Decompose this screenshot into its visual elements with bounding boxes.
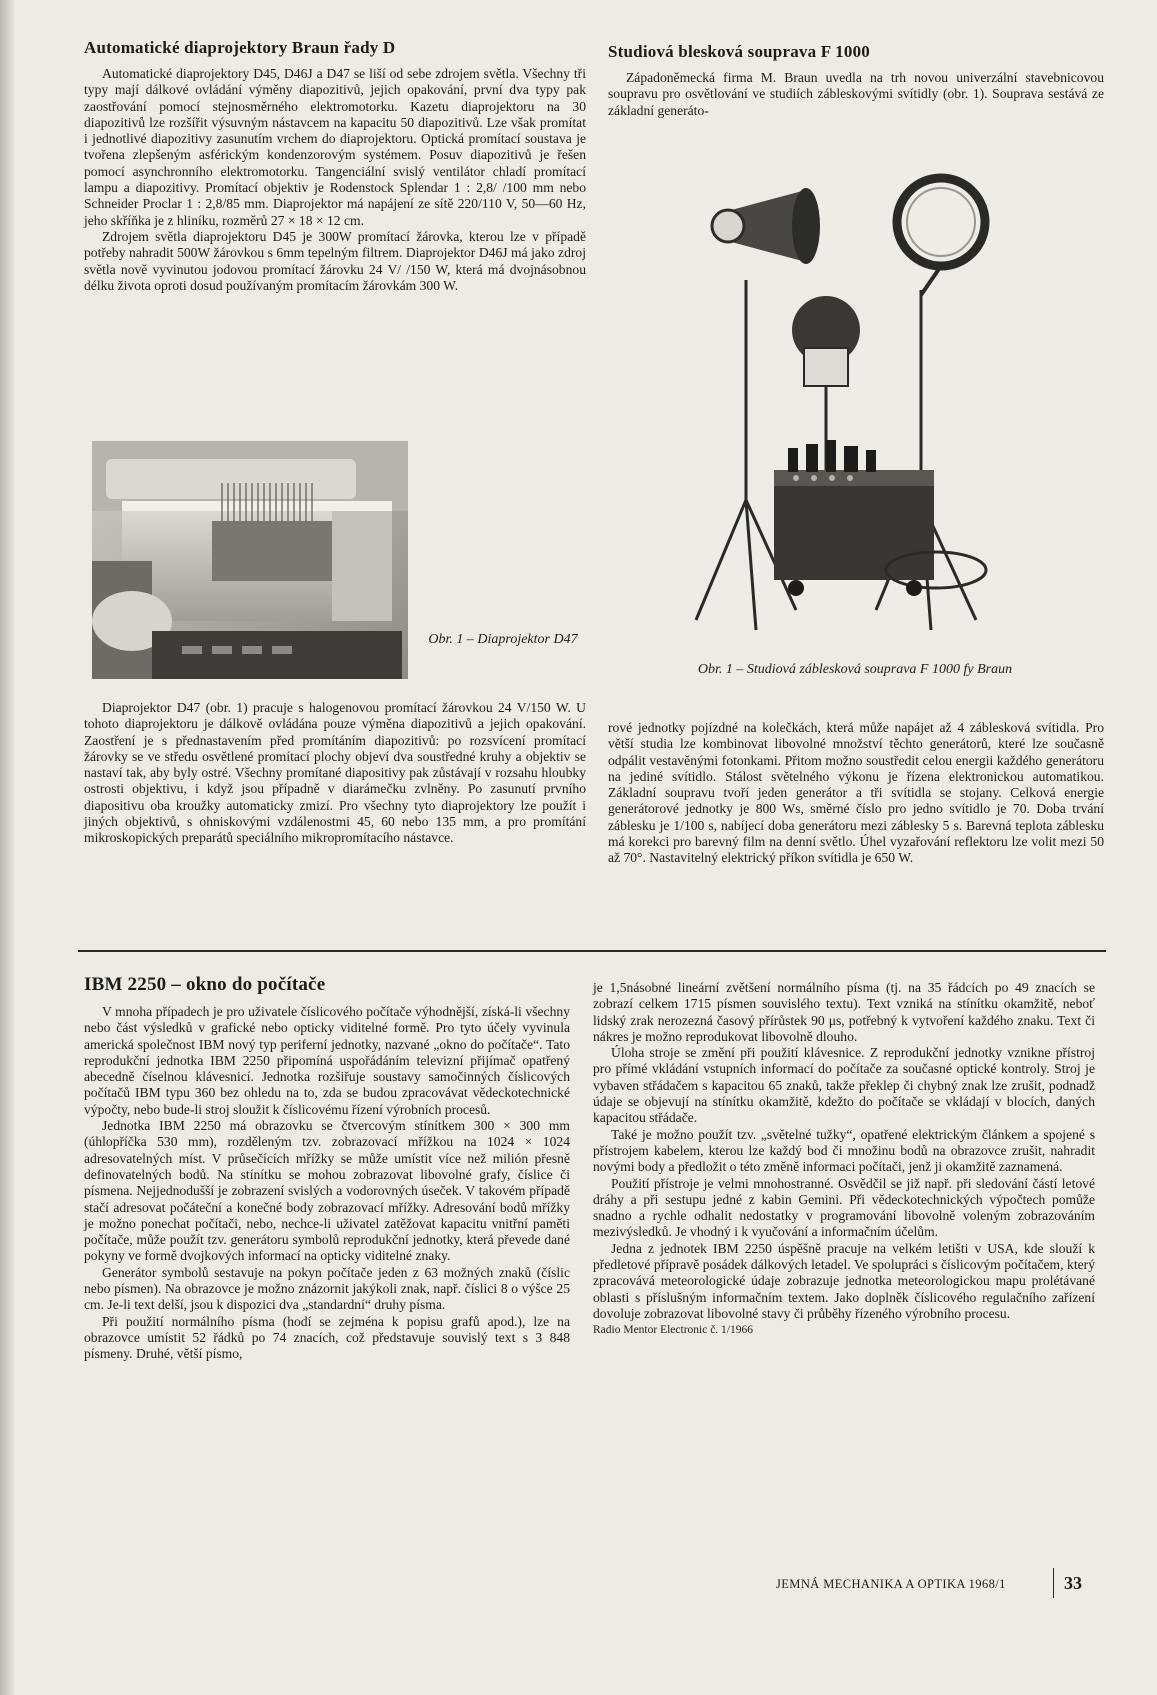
flash-set-photo	[686, 170, 1026, 640]
article-paragraph: Při použití normálního písma (hodí se zejména k popisu grafů apod.), lze na obrazovce umístit 52 řádků po 74 znacích, což představuje souvislý text s 3 848 písmeny. Druhé, větší písmo,	[84, 1313, 570, 1362]
article-paragraph: Úloha stroje se změní při použití klávesnice. Z reprodukční jednotky vznikne přístroj pro přímé vkládání vstupních informací do počítače za současné optické kontroly. Stroj je vybaven střádačem s kapacitou 65 znaků, takže překlep či chybný znak lze zrušit, podnadž údaje se objevují na stínítku okamžitě, kdežto do počítače se vkládají v blocích, daných kapacitou střádače.	[593, 1045, 1095, 1126]
flash-set-image	[686, 170, 1026, 640]
ibm-article-left-column	[84, 974, 570, 1363]
article-paragraph: Také je možno použít tzv. „světelné tužky“, opatřené elektrickým článkem a spojené s přístrojem kabelem, kterou lze každý bod či množinu bodů na obrazovce zrušit, nahradit novými body a předložit o této změně informaci počítači, jenž ji okamžitě zaznamená.	[593, 1126, 1095, 1175]
section-divider	[78, 950, 1106, 952]
braun-projector-article-continued	[84, 700, 586, 847]
projector-image	[92, 441, 408, 679]
article-paragraph: Jedna z jednotek IBM 2250 úspěšně pracuje na velkém letišti v USA, kde slouží k předletové přípravě posádek dálkových letadel. Ve spolupráci s číslicovým počítačem, který zpracovává meteorologické údaje zobrazuje jednotka meteorologickou mapu prolétávané oblasti s příslušným informačním textem. Jako doplněk číslicového regulačního zařízení dovoluje zobrazovat libovolné stavy či průběhy řízeného výrobního procesu.	[593, 1240, 1095, 1321]
article-paragraph: Zdrojem světla diaprojektoru D45 je 300W promítací žárovka, kterou lze v případě potřeby nahradit 500W žárovkou s 6mm tepelným filtrem. Diaprojektor D46J má jako zdroj světla nově vyvinutou jodovou promítací žárovku 24 V/ /150 W, která má dvojnásobnou délku života oproti dosud používaným promítacím žárovkám 300 W.	[84, 228, 586, 293]
source-credit: Radio Mentor Electronic č. 1/1966	[593, 1324, 754, 1337]
footer-divider	[1053, 1568, 1054, 1598]
article-title: Automatické diaprojektory Braun řady D	[84, 38, 396, 57]
projector-caption: Obr. 1 – Diaprojektor D47	[428, 632, 578, 647]
braun-flash-article	[608, 42, 1104, 119]
article-title: IBM 2250 – okno do počítače	[84, 974, 326, 995]
page-number: 33	[1064, 1573, 1082, 1593]
flash-set-caption: Obr. 1 – Studiová záblesková souprava F 1000 fy Braun	[697, 662, 1013, 677]
ibm-article-right-column	[593, 980, 1095, 1336]
braun-flash-article-continued	[608, 720, 1104, 867]
article-paragraph: Použití přístroje je velmi mnohostranné. Osvědčil se již např. při sledování částí letové dráhy a při sestupu jedné z kabin Gemini. Při vědeckotechnických výpočtech pomůže snadno a rychle odhalit nedostatky v programování libovolně voleným zobrazováním mezivýsledků. Je vhodný i k vyučování a informačním účelům.	[593, 1175, 1095, 1240]
article-paragraph: Automatické diaprojektory D45, D46J a D47 se liší od sebe zdrojem světla. Všechny tři typy mají dálkové ovládání výměny diapozitivů, jejich opakování, první dva typy pak zaostřování pomocí stejnosměrného elektromotorku. Kazetu diaprojektoru na 30 diapozitivů lze rozšířit výsuvným nástavcem na kapacitu 50 diapozitivů. Lze však promítat i jednotlivé diapozitivy zasunutím vrchem do diaprojektoru. Optická promítací soustava je tvořena zlepšeným asférickým kondenzorovým systémem. Posuv diapozitivů je řešen pomocí asynchronního elektromotorku. Tangenciální svislý ventilátor chladí promítací lampu a diapozitivy. Promítací objektiv je Rodenstock Splendar 1 : 2,8/ /100 mm nebo Schneider Proclar 1 : 2,8/85 mm. Diaprojektor má napájení ze sítě 220/110 V, 50—60 Hz, jeho skříňka je z hliníku, rozměrů 27 × 18 × 12 cm.	[84, 66, 586, 228]
article-paragraph: Jednotka IBM 2250 má obrazovku se čtvercovým stínítkem 300 × 300 mm (úhlopříčka 530 mm), rozděleným tzv. zobrazovací mřížkou na 1024 × 1024 adresovatelných míst. V průsečících mřížky se může umístit více než milión přesně definovatelných bodů. Na stínítku se mohou zobrazovat libovolné grafy, číslice či písmena. Nejjednodušší je zobrazení svislých a vodorovných úseček. V takovém případě stačí adresovat počáteční a konečné body zobrazovací mřížky. Adresování bodů mřížky je možno ponechat počítači, nebo, nechce-li uživatel zatěžovat kapacitu vnitřní paměti počítače, může použít tzv. generátoru symbolů reprodukční jednotky, která převede dané pokyny ve formě dvojkových informací na opticky viditelné znaky.	[84, 1118, 570, 1264]
article-paragraph: je 1,5násobné lineární zvětšení normálního písma (tj. na 35 řádcích po 49 znacích se zobrazí celkem 1715 písmen souvislého textu). Text vzniká na stínítku okamžitě, neboť lidský zrak nerozezná časový přírůstek 90 μs, potřebný k vytvoření každého znaku. Text či nákres je možno reprodukovat libovolně dlouho.	[593, 980, 1095, 1044]
journal-footer: JEMNÁ MECHANIKA A OPTIKA 1968/1	[776, 1577, 1006, 1591]
projector-photo	[92, 441, 408, 679]
article-paragraph: V mnoha případech je pro uživatele číslicového počítače výhodnější, získá-li všechny nebo část výsledků v grafické nebo opticky viditelné formě. Pro tyto účely vyvinula americká společnost IBM nový typ periferní jednotky, nazvané „okno do počítače“. Tato reprodukční jednotka IBM 2250 připomíná uspořádáním televizní přijímač opatřený abecedně číselnou klávesnicí. Jednotka rozšiřuje soustavy samočinných číslicových počítačů IBM typu 360 bez ohledu na to, zda se budou zpracovávat vědeckotechnické výpočty, nebo bude-li stroj sloužit k číslicovému řízení výrobních procesů.	[84, 1004, 570, 1117]
article-paragraph: Generátor symbolů sestavuje na pokyn počítače jeden z 63 možných znaků (číslic nebo písmen). Na obrazovce je možno znázornit jakýkoli znak, např. číslici 8 o výšce 25 cm. Je-li text delší, jsou k dispozici dva „standardní“ druhy písma.	[84, 1264, 570, 1313]
article-paragraph: rové jednotky pojízdné na kolečkách, která může napájet až 4 záblesková svítidla. Pro větší studia lze kombinovat libovolné množství těchto generátorů, které lze současně odpálit vestavěnými fotonkami. Přitom možno soustředit celou energii každého generátoru na jediné svítidlo. Stálost světelného výkonu je řízena elektronickou automatikou. Základní soupravu tvoří jeden generátor a tři svítidla se stojany. Celková energie generátorové jednotky je 800 Ws, směrné číslo pro jedno svítidlo je 70. Doba trvání záblesku je 1/100 s, nabíjecí doba generátoru mezi záblesky 5 s. Barevná teplota záblesku má korekci pro barevný film na denní světlo. Úhel vyzařování reflektoru lze volit mezi 50 až 70°. Nastavitelný elektrický příkon svítidla je 650 W.	[608, 720, 1104, 866]
article-paragraph: Západoněmecká firma M. Braun uvedla na trh novou univerzální stavebnicovou soupravu pro osvětlování ve studiích zábleskovými svítidly (obr. 1). Souprava sestává ze základní generáto-	[608, 70, 1104, 118]
braun-projector-article	[84, 38, 586, 294]
article-title: Studiová blesková souprava F 1000	[608, 42, 870, 61]
article-paragraph: Diaprojektor D47 (obr. 1) pracuje s halogenovou promítací žárovkou 24 V/150 W. U tohoto diaprojektoru je dálkově ovládána pouze výměna diapozitivů a jejich opakování. Zaostření je s přednastavením před promítáním diapozitivů: po rozsvícení promítací žárovky se ve středu osvětlené promítací plochy objeví dva soustředné kruhy a objektiv se nastaví tak, aby byly ostré. Všechny promítané diapositivy pak zůstávají v rozsahu hloubky ostrosti objektivu, i když jsou případně v diarámečku zvlněny. Po zasunutí prvního diapositivu oba kroužky automaticky zmizí. Pro všechny tyto diaprojektory lze použít i jiných objektivů, s ohniskovými vzdálenostmi 45, 60 nebo 135 mm, a pro promítání mikroskopických preparátů speciálního mikropromítacího nástavce.	[84, 700, 586, 846]
